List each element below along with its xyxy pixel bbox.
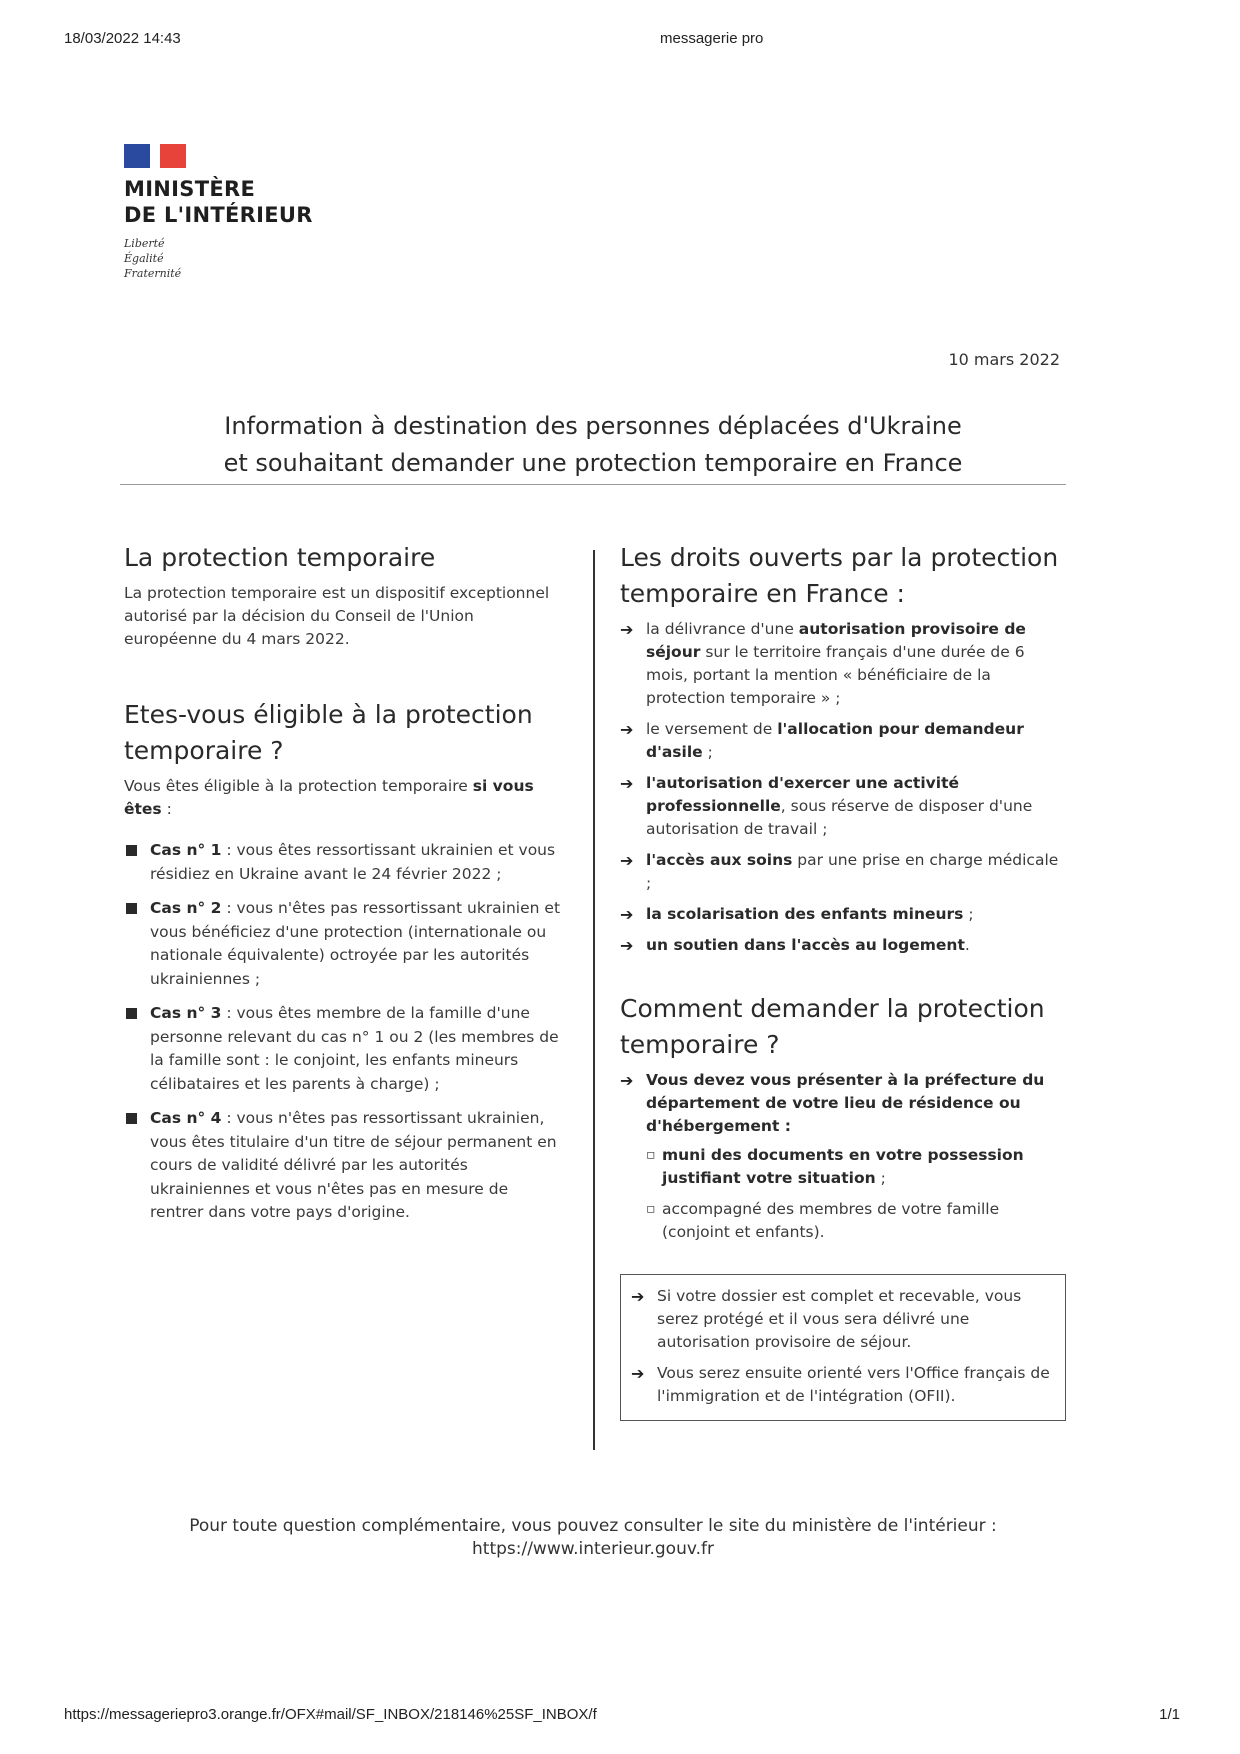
black-square-icon bbox=[126, 845, 137, 856]
motto-egalite: Égalité bbox=[124, 252, 164, 265]
list-item: ➔ un soutien dans l'accès au logement. bbox=[620, 936, 970, 955]
closing-note bbox=[120, 1515, 1066, 1561]
closing-text: Pour toute question complémentaire, vous pouvez consulter le site du ministère de l'intérieur : bbox=[189, 1516, 997, 1536]
arrow-right-icon: ➔ bbox=[631, 1364, 645, 1383]
document-title bbox=[120, 408, 1066, 482]
list-item: ➔ Si votre dossier est complet et recevable, vous serez protégé et il vous sera délivré une autorisation provisoire de séjour. bbox=[631, 1287, 1022, 1351]
case-list bbox=[124, 839, 564, 1225]
section-protection bbox=[124, 540, 564, 651]
arrow-right-icon: ➔ bbox=[620, 851, 634, 870]
info-box bbox=[620, 1274, 1066, 1421]
ministry-name-line2: DE L'INTÉRIEUR bbox=[124, 203, 313, 227]
list-item: ➔ Vous devez vous présenter à la préfecture du département de votre lieu de résidence ou d'hébergement : ▫ muni des documents en votre possession justifiant votre situation ; ▫ accompagné des membres de votre famille (conjoint et enfants). bbox=[620, 1069, 1066, 1244]
print-page-number: 1/1 bbox=[1159, 1706, 1180, 1723]
document-date: 10 mars 2022 bbox=[948, 350, 1060, 369]
info-list bbox=[631, 1285, 1051, 1408]
flag-icon bbox=[124, 144, 186, 168]
print-datetime: 18/03/2022 14:43 bbox=[64, 30, 181, 47]
list-item: Cas n° 1 : vous êtes ressortissant ukrainien et vous résidiez en Ukraine avant le 24 février 2022 ; bbox=[124, 839, 564, 886]
sub-bullet-icon: ▫ bbox=[646, 1201, 656, 1217]
section-heading: Les droits ouverts par la protection temporaire en France : bbox=[620, 543, 1059, 608]
section-heading: La protection temporaire bbox=[124, 543, 436, 572]
print-header bbox=[0, 30, 1240, 54]
ministry-website-link[interactable]: https://www.interieur.gouv.fr bbox=[472, 1539, 714, 1559]
arrow-right-icon: ➔ bbox=[620, 620, 634, 639]
list-item: ➔ l'autorisation d'exercer une activité professionnelle, sous réserve de disposer d'une autorisation de travail ; bbox=[620, 774, 1033, 838]
apply-list bbox=[620, 1069, 1066, 1244]
section-eligibility bbox=[124, 697, 564, 1225]
eligibility-intro: Vous êtes éligible à la protection temporaire si vous êtes : bbox=[124, 777, 534, 818]
title-line-2: et souhaitant demander une protection temporaire en France bbox=[223, 449, 963, 477]
black-square-icon bbox=[126, 903, 137, 914]
motto-liberte: Liberté bbox=[124, 237, 165, 250]
sub-list-item: ▫ accompagné des membres de votre famille (conjoint et enfants). bbox=[646, 1200, 1000, 1241]
list-item: ➔ la délivrance d'une autorisation provisoire de séjour sur le territoire français d'une durée de 6 mois, portant la mention « bénéficiaire de la protection temporaire » ; bbox=[620, 620, 1026, 707]
section-how-to-apply bbox=[620, 991, 1066, 1244]
section-text: La protection temporaire est un dispositif exceptionnel autorisé par la décision du Conseil de l'Union européenne du 4 mars 2022. bbox=[124, 584, 550, 648]
rights-list bbox=[620, 618, 1066, 957]
column-divider bbox=[593, 550, 595, 1450]
list-item: Cas n° 3 : vous êtes membre de la famille d'une personne relevant du cas n° 1 ou 2 (les membres de la famille sont : le conjoint, les enfants mineurs célibataires et les parents à charge) ; bbox=[124, 1002, 564, 1096]
list-item: ➔ Vous serez ensuite orienté vers l'Office français de l'immigration et de l'intégration (OFII). bbox=[631, 1364, 1050, 1405]
black-square-icon bbox=[126, 1113, 137, 1124]
list-item: Cas n° 2 : vous n'êtes pas ressortissant ukrainien et vous bénéficiez d'une protection (internationale ou nationale équivalente) octroyée par les autorités ukrainiennes ; bbox=[124, 897, 564, 991]
print-title: messagerie pro bbox=[660, 30, 764, 47]
ministry-name-line1: MINISTÈRE bbox=[124, 177, 256, 201]
arrow-right-icon: ➔ bbox=[620, 1071, 634, 1090]
republic-motto bbox=[124, 236, 313, 281]
arrow-right-icon: ➔ bbox=[631, 1287, 645, 1306]
list-item: ➔ le versement de l'allocation pour demandeur d'asile ; bbox=[620, 720, 1024, 761]
apply-sublist bbox=[646, 1144, 1066, 1244]
print-url: https://messageriepro3.orange.fr/OFX#mail/SF_INBOX/218146%25SF_INBOX/f bbox=[64, 1706, 597, 1723]
title-line-1: Information à destination des personnes déplacées d'Ukraine bbox=[224, 412, 962, 440]
list-item: ➔ l'accès aux soins par une prise en charge médicale ; bbox=[620, 851, 1059, 892]
section-heading: Comment demander la protection temporaire ? bbox=[620, 994, 1045, 1059]
left-column bbox=[124, 540, 564, 1271]
sub-bullet-icon: ▫ bbox=[646, 1147, 656, 1163]
ministry-logo bbox=[124, 144, 313, 281]
arrow-right-icon: ➔ bbox=[620, 720, 634, 739]
right-column bbox=[620, 540, 1066, 1421]
section-heading: Etes-vous éligible à la protection temporaire ? bbox=[124, 700, 533, 765]
section-rights bbox=[620, 540, 1066, 957]
arrow-right-icon: ➔ bbox=[620, 936, 634, 955]
arrow-right-icon: ➔ bbox=[620, 774, 634, 793]
list-item: ➔ la scolarisation des enfants mineurs ; bbox=[620, 905, 974, 924]
title-divider bbox=[120, 484, 1066, 485]
print-footer bbox=[0, 1706, 1240, 1730]
sub-list-item: ▫ muni des documents en votre possession justifiant votre situation ; bbox=[646, 1146, 1024, 1187]
motto-fraternite: Fraternité bbox=[124, 267, 182, 280]
black-square-icon bbox=[126, 1008, 137, 1019]
arrow-right-icon: ➔ bbox=[620, 905, 634, 924]
list-item: Cas n° 4 : vous n'êtes pas ressortissant ukrainien, vous êtes titulaire d'un titre de séjour permanent en cours de validité délivré par les autorités ukrainiennes et vous n'êtes pas en mesure de rentrer dans votre pays d'origine. bbox=[124, 1107, 564, 1225]
